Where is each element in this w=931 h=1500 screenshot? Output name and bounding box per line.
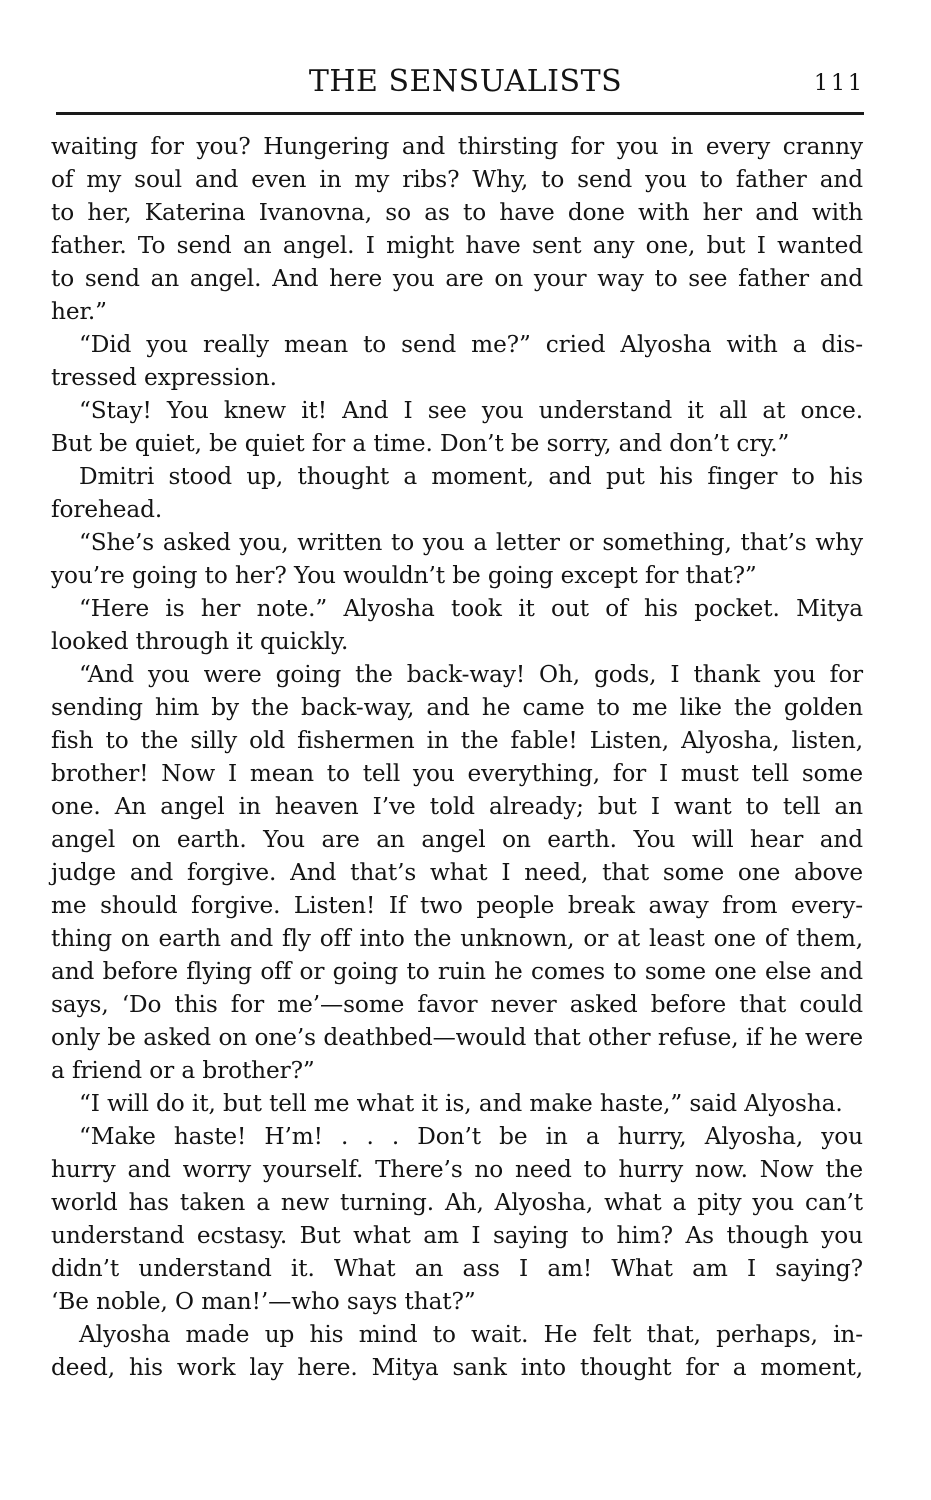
text-line: a friend or a brother?” [51, 1057, 315, 1084]
text-line: father. To send an angel. I might have sent any one, but I wanted [51, 232, 863, 259]
text-line: sending him by the back-way, and he came to me like the golden [51, 694, 863, 721]
text-line: didn’t understand it. What an ass I am! What am I saying? [51, 1255, 863, 1282]
text-line: to send an angel. And here you are on your way to see father and [51, 265, 863, 292]
text-line: world has taken a new turning. Ah, Alyosha, what a pity you can’t [51, 1189, 863, 1216]
text-line: and before flying off or going to ruin he comes to some one else and [51, 958, 863, 985]
text-line: fish to the silly old fishermen in the fable! Listen, Alyosha, listen, [51, 727, 863, 754]
header-rule [56, 112, 864, 115]
text-line: says, ‘Do this for me’—some favor never asked before that could [51, 991, 863, 1018]
text-line: “She’s asked you, written to you a letter or something, that’s why [79, 529, 863, 556]
text-line: ‘Be noble, O man!’—who says that?” [51, 1288, 476, 1315]
text-line: “And you were going the back-way! Oh, gods, I thank you for [79, 661, 863, 688]
text-line: me should forgive. Listen! If two people break away from every- [51, 892, 863, 919]
text-line: judge and forgive. And that’s what I need, that some one above [51, 859, 863, 886]
text-line: deed, his work lay here. Mitya sank into thought for a moment, [51, 1354, 863, 1381]
text-line: looked through it quickly. [51, 628, 349, 655]
text-line: forehead. [51, 496, 163, 523]
text-line: angel on earth. You are an angel on earth. You will hear and [51, 826, 863, 853]
text-line: Dmitri stood up, thought a moment, and put his finger to his [79, 463, 863, 490]
running-head [0, 62, 931, 102]
text-line: one. An angel in heaven I’ve told already; but I want to tell an [51, 793, 863, 820]
text-line: Alyosha made up his mind to wait. He felt that, perhaps, in- [79, 1321, 863, 1348]
text-line: “Did you really mean to send me?” cried Alyosha with a dis- [79, 331, 863, 358]
text-line: waiting for you? Hungering and thirsting for you in every cranny [51, 133, 863, 160]
text-line: only be asked on one’s deathbed—would that other refuse, if he were [51, 1024, 863, 1051]
text-line: “Make haste! H’m! . . . Don’t be in a hurry, Alyosha, you [79, 1123, 863, 1150]
page-number: 111 [814, 71, 865, 96]
text-line: of my soul and even in my ribs? Why, to send you to father and [51, 166, 863, 193]
text-line: understand ecstasy. But what am I saying to him? As though you [51, 1222, 863, 1249]
text-line: you’re going to her? You wouldn’t be going except for that?” [51, 562, 757, 589]
text-line: tressed expression. [51, 364, 277, 391]
running-title: THE SENSUALISTS [308, 64, 623, 99]
text-line: “I will do it, but tell me what it is, and make haste,” said Alyosha. [79, 1090, 843, 1117]
text-line: her.” [51, 298, 107, 325]
text-line: hurry and worry yourself. There’s no need to hurry now. Now the [51, 1156, 863, 1183]
text-line: “Stay! You knew it! And I see you understand it all at once. [79, 397, 863, 424]
text-line: “Here is her note.” Alyosha took it out of his pocket. Mitya [79, 595, 863, 622]
body-text [51, 130, 863, 1384]
text-line: to her, Katerina Ivanovna, so as to have done with her and with [51, 199, 863, 226]
text-line: But be quiet, be quiet for a time. Don’t be sorry, and don’t cry.” [51, 430, 790, 457]
text-line: thing on earth and fly off into the unknown, or at least one of them, [51, 925, 863, 952]
text-line: brother! Now I mean to tell you everything, for I must tell some [51, 760, 863, 787]
